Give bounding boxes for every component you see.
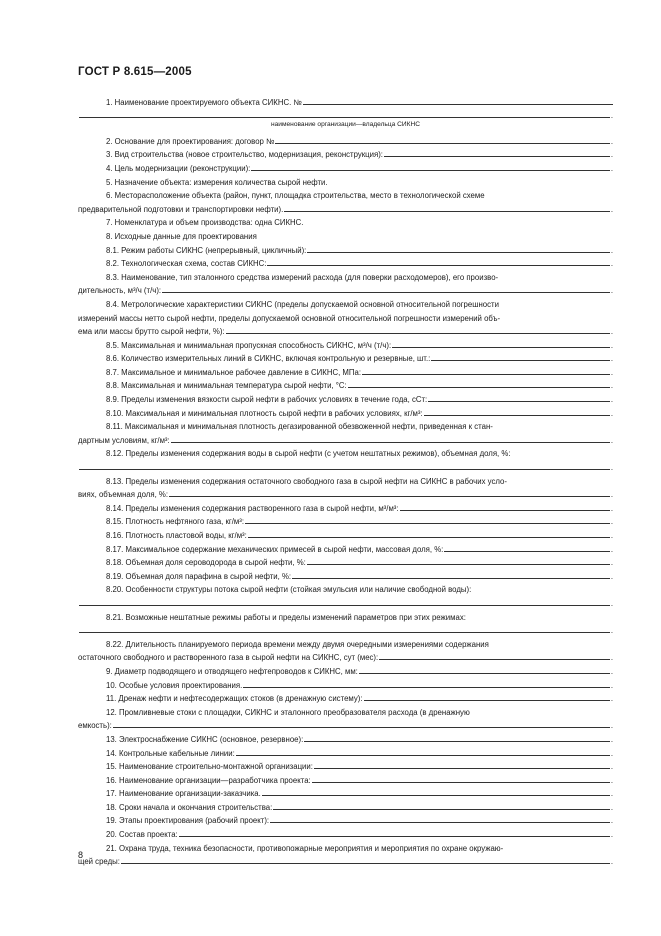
- item-8-12-blank: .: [78, 458, 613, 472]
- item-18: 18. Сроки начала и окончания строительства: .: [106, 802, 613, 812]
- item-8-15: 8.15. Плотность нефтяного газа, кг/м³: .: [106, 517, 613, 527]
- item-13: 13. Электроснабжение СИКНС (основное, резервное): .: [106, 734, 613, 744]
- item-8-22: 8.22. Длительность планируемого периода времени между двумя очередными измерениями содержания: [106, 639, 489, 649]
- item-8-1: 8.1. Режим работы СИКНС (непрерывный, цикличный): .: [106, 245, 613, 255]
- item-1: 1. Наименование проектируемого объекта СИКНС. №: [106, 93, 613, 107]
- item-8-11-cont: дартным условиям, кг/м³: .: [78, 435, 613, 445]
- item-12-cont: емкость): .: [78, 721, 613, 731]
- item-3: 3. Вид строительства (новое строительство, модернизация, реконструкция): .: [106, 150, 613, 160]
- item-12: 12. Промливневые стоки с площадки, СИКНС и эталонного преобразователя расхода (в дренажную: [106, 707, 470, 717]
- item-14: 14. Контрольные кабельные линии: .: [106, 748, 613, 758]
- item-8-12: 8.12. Пределы изменения содержания воды в сырой нефти (с учетом нештатных режимов), объемная доля, %:: [106, 449, 511, 459]
- item-8-18: 8.18. Объемная доля сероводорода в сырой нефти, %: .: [106, 558, 613, 568]
- item-8-8: 8.8. Максимальная и минимальная температура сырой нефти, °С: .: [106, 381, 613, 391]
- item-8-11: 8.11. Максимальная и минимальная плотность дегазированной обезвоженной нефти, приведенная к стан-: [106, 422, 493, 432]
- item-20: 20. Состав проекта: .: [106, 830, 613, 840]
- item-8-3-cont: дительность, м³/ч (т/ч): .: [78, 286, 613, 296]
- item-10: 10. Особые условия проектирования. .: [106, 680, 613, 690]
- page-title: ГОСТ Р 8.615—2005: [78, 66, 192, 78]
- item-8-16: 8.16. Плотность пластовой воды, кг/м³: .: [106, 531, 613, 540]
- item-8-13-cont: виях, объемная доля, %: .: [78, 490, 613, 500]
- item-16: 16. Наименование организации—разработчика проекта: .: [106, 775, 613, 785]
- item-8-5: 8.5. Максимальная и минимальная пропускная способность СИКНС, м³/ч (т/ч): .: [106, 340, 613, 350]
- item-2: 2. Основание для проектирования: договор № .: [106, 136, 613, 146]
- item-8-7: 8.7. Максимальное и минимальное рабочее давление в СИКНС, МПа: .: [106, 367, 613, 377]
- item-6-cont: предварительной подготовки и транспортировки нефти). .: [78, 204, 613, 214]
- item-8-4: 8.4. Метрологические характеристики СИКНС (пределы допускаемой основной относительной погрешности: [106, 299, 499, 309]
- item-8-4-cont: измерений массы нетто сырой нефти, пределы допускаемой основной относительной погрешности измерений объ-: [78, 313, 501, 323]
- item-8-21-blank: .: [78, 622, 613, 636]
- item-19: 19. Этапы проектирования (рабочий проект): .: [106, 816, 613, 826]
- item-8-6: 8.6. Количество измерительных линий в СИКНС, включая контрольную и резервные, шт.: .: [106, 354, 613, 364]
- item-21: 21. Охрана труда, техника безопасности, противопожарные мероприятия и мероприятия по охране окружаю-: [106, 843, 504, 853]
- item-4: 4. Цель модернизации (реконструкции): .: [106, 163, 613, 173]
- item-9: 9. Диаметр подводящего и отводящего нефтепроводов к СИКНС, мм: .: [106, 666, 613, 676]
- item-8-10: 8.10. Максимальная и минимальная плотность сырой нефти в рабочих условиях, кг/м³: .: [106, 408, 613, 418]
- owner-caption: наименование организации—владельца СИКНС: [270, 121, 421, 129]
- item-8-13: 8.13. Пределы изменения содержания остаточного свободного газа в сырой нефти на СИКНС в рабочих усло-: [106, 476, 507, 486]
- item-7: 7. Номенклатура и объем производства: одна СИКНС.: [106, 218, 304, 228]
- item-8-14: 8.14. Пределы изменения содержания растворенного газа в сырой нефти, м³/м³: .: [106, 503, 613, 513]
- item-8-9: 8.9. Пределы изменения вязкости сырой нефти в рабочих условиях в течение года, сСт: .: [106, 395, 613, 405]
- item-6: 6. Месторасположение объекта (район, пункт, площадка строительства, место в технологической схеме: [106, 191, 485, 201]
- item-17: 17. Наименование организации-заказчика. .: [106, 789, 613, 799]
- item-8-20-blank: .: [78, 594, 613, 608]
- item-8-21: 8.21. Возможные нештатные режимы работы и пределы изменений параметров при этих режимах:: [106, 612, 466, 622]
- item-15: 15. Наименование строительно-монтажной организации: .: [106, 762, 613, 772]
- item-5: 5. Назначение объекта: измерения количества сырой нефти.: [106, 177, 328, 187]
- item-8-19: 8.19. Объемная доля парафина в сырой нефти, %: .: [106, 571, 613, 581]
- item-8: 8. Исходные данные для проектирования: [106, 231, 257, 241]
- page-number: 8: [78, 850, 84, 860]
- item-8-3: 8.3. Наименование, тип эталонного средства измерений расхода (для поверки расходомеров), его произво-: [106, 272, 499, 282]
- item-21-cont: щей среды: .: [78, 857, 613, 867]
- item-11: 11. Дренаж нефти и нефтесодержащих стоков (в дренажную систему): .: [106, 694, 613, 704]
- item-8-20: 8.20. Особенности структуры потока сырой нефти (стойкая эмульсия или наличие свободной воды):: [106, 585, 472, 595]
- item-8-17: 8.17. Максимальное содержание механических примесей в сырой нефти, массовая доля, %: .: [106, 544, 613, 554]
- item-8-2: 8.2. Технологическая схема, состав СИКНС: .: [106, 259, 613, 269]
- item-1-blank: .: [78, 107, 613, 121]
- item-8-22-cont: остаточного свободного и растворенного газа в сырой нефти на СИКНС, сут (мес): .: [78, 653, 613, 663]
- questionnaire-body: [78, 93, 613, 866]
- item-8-4-cont2: ема или массы брутто сырой нефти, %): .: [78, 327, 613, 337]
